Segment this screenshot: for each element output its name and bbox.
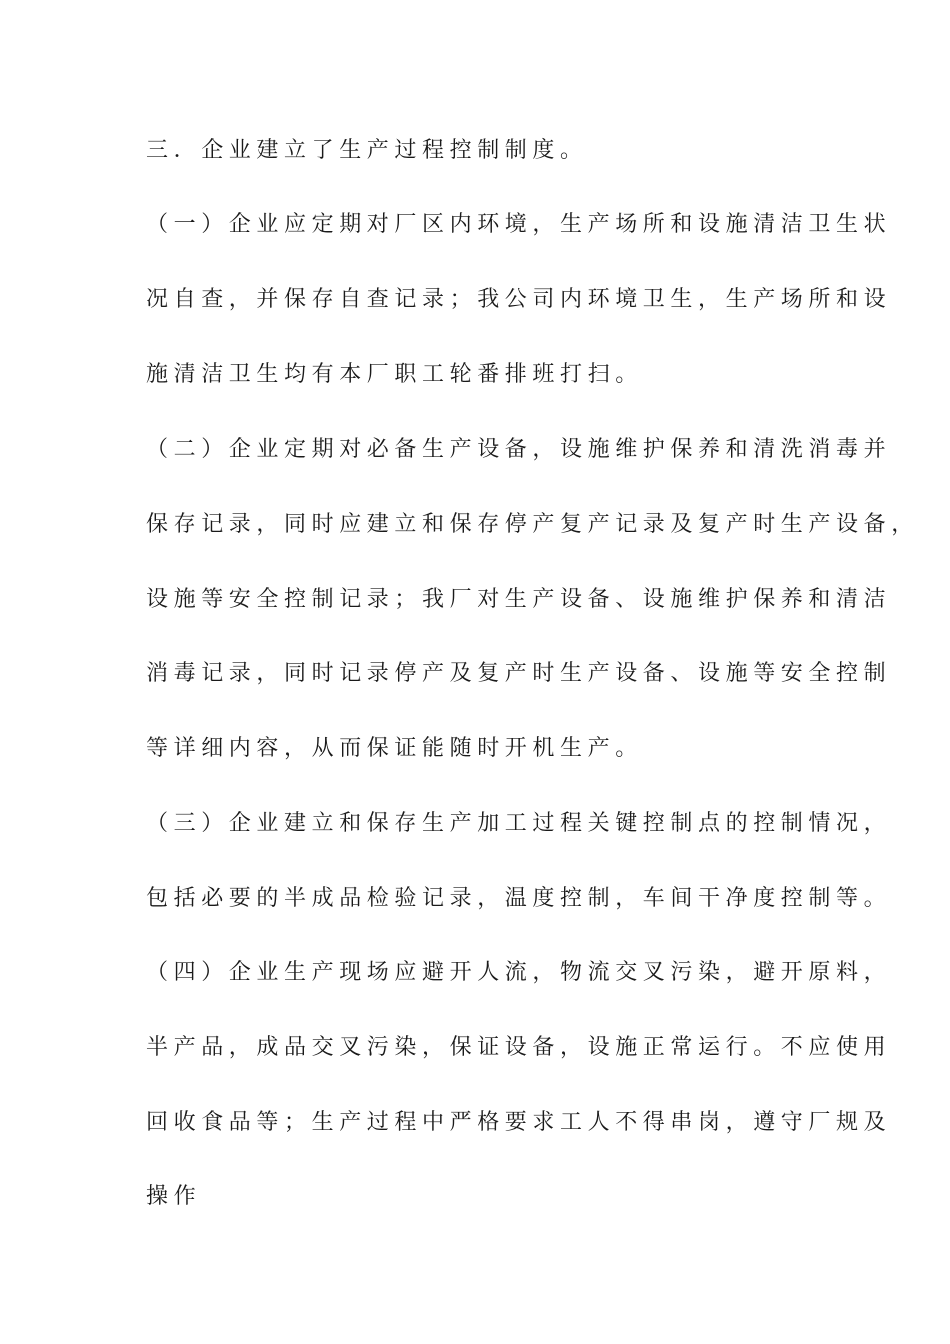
paragraph-4-line-2: 半产品，成品交叉污染，保证设备，设施正常运行。不应使用 <box>146 1035 892 1060</box>
paragraph-2-line-1: （二）企业定期对必备生产设备，设施维护保养和清洗消毒并 <box>146 437 892 462</box>
paragraph-3-line-2: 包括必要的半成品检验记录，温度控制，车间干净度控制等。 <box>146 886 892 911</box>
paragraph-1-line-1: （一）企业应定期对厂区内环境，生产场所和设施清洁卫生状 <box>146 212 892 237</box>
paragraph-4-line-3: 回收食品等；生产过程中严格要求工人不得串岗，遵守厂规及 <box>146 1110 892 1135</box>
paragraph-4-line-1: （四）企业生产现场应避开人流，物流交叉污染，避开原料， <box>146 960 892 985</box>
paragraph-2-line-2: 保存记录，同时应建立和保存停产复产记录及复产时生产设备， <box>146 512 919 537</box>
paragraph-2-line-3: 设施等安全控制记录；我厂对生产设备、设施维护保养和清洁 <box>146 587 892 612</box>
paragraph-1-line-3: 施清洁卫生均有本厂职工轮番排班打扫。 <box>146 362 643 387</box>
paragraph-3-line-1: （三）企业建立和保存生产加工过程关键控制点的控制情况， <box>146 811 892 836</box>
paragraph-4-line-4: 操作 <box>146 1184 202 1209</box>
paragraph-2-line-4: 消毒记录，同时记录停产及复产时生产设备、设施等安全控制 <box>146 661 892 686</box>
section-heading: 三．企业建立了生产过程控制制度。 <box>146 138 588 163</box>
paragraph-2-line-5: 等详细内容，从而保证能随时开机生产。 <box>146 736 643 761</box>
paragraph-1-line-2: 况自查，并保存自查记录；我公司内环境卫生，生产场所和设 <box>146 287 892 312</box>
